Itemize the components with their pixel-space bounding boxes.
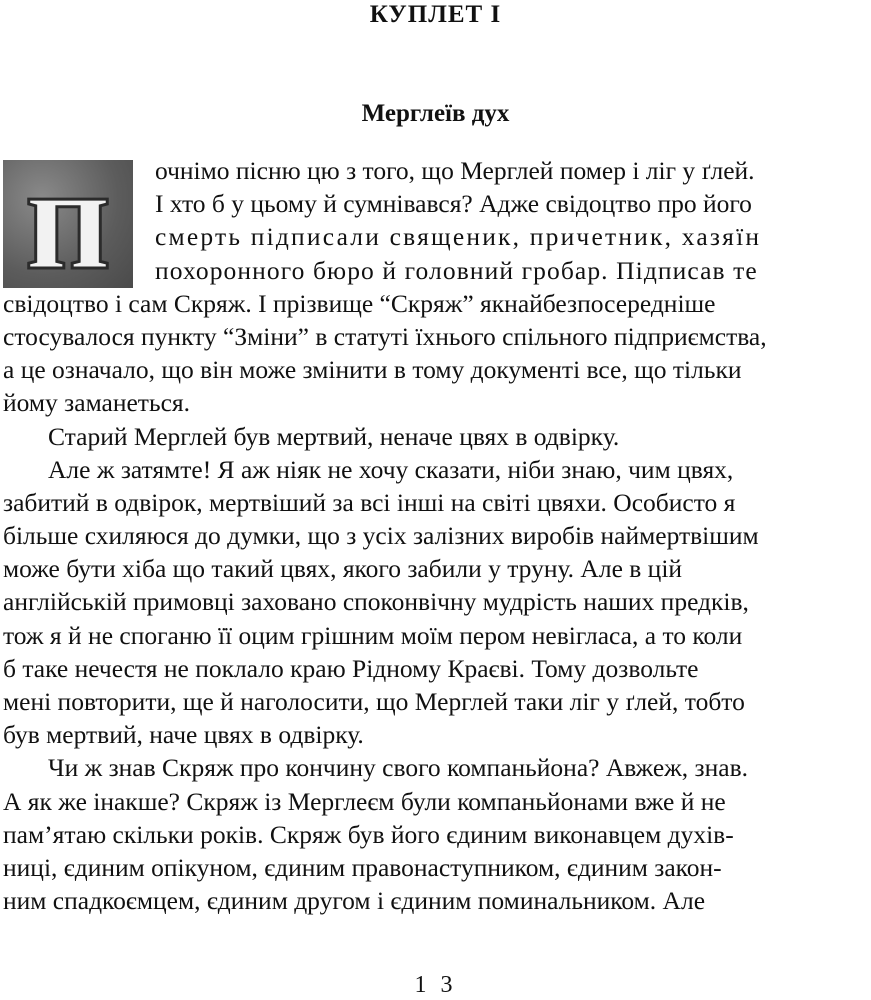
drop-cap-image: [3, 160, 133, 288]
text-line: Старий Мерглей був мертвий, неначе цвях в одвірку.: [48, 421, 620, 451]
page-number: 1 3: [414, 972, 457, 998]
text-line: більше схиляюся до думки, що з усіх залізних виробів наймертвішим: [3, 521, 759, 551]
text-line: Чи ж знав Скряж про кончину свого компаньйона? Авжеж, знав.: [48, 753, 748, 783]
drop-cap-letter-icon: [3, 160, 133, 288]
drop-line: похоронного бюро й головний гробар. Підписав те: [155, 255, 758, 285]
section-title: Мерглеїв дух: [361, 100, 510, 127]
text-line: йому заманеться.: [3, 388, 191, 418]
text-line: мені повторити, ще й наголосити, що Мерглей таки ліг у ґлей, тобто: [3, 687, 745, 716]
text-line: а це означало, що він може змінити в тому документі все, що тільки: [3, 355, 742, 385]
text-line: англійській примовці заховано споконвічну мудрість наших предків,: [3, 587, 749, 617]
text-line: може бути хіба що такий цвях, якого забили у труну. Але в цій: [3, 554, 683, 584]
text-line: пам’ятаю скільки років. Скряж був його єдиним виконавцем духів-: [3, 819, 734, 849]
text-line: свідоцтво і сам Скряж. І прізвище “Скряж” якнайбезпосередніше: [3, 288, 716, 318]
text-line: Але ж затямте! Я аж ніяк не хочу сказати, ніби знаю, чим цвях,: [48, 454, 734, 484]
text-line: тож я й не споганю її оцим грішним моїм пером невігласа, а то коли: [3, 620, 743, 650]
body-text: [3, 154, 871, 917]
drop-line: очнімо пісню цю з того, що Мерглей помер і ліг у ґлей.: [155, 156, 755, 185]
drop-cap-paragraph-start: [3, 154, 871, 287]
text-line: А як же інакше? Скряж із Мерглеєм були компаньйонами вже й не: [3, 786, 726, 816]
drop-line: смерть підписали священик, причетник, хазяїн: [155, 222, 762, 252]
text-line: забитий в одвірок, мертвіший за всі інші на світі цвяхи. Особисто я: [3, 487, 736, 517]
drop-line: І хто б у цьому й сумнівався? Адже свідоцтво про його: [155, 189, 752, 219]
text-line: б таке нечестя не поклало краю Рідному Краєві. Тому дозвольте: [3, 653, 699, 683]
text-line: був мертвий, наче цвях в одвірку.: [3, 720, 364, 750]
text-line: стосувалося пункту “Зміни” в статуті їхнього спільного підприємства,: [3, 321, 767, 351]
text-line: ним спадкоємцем, єдиним другом і єдиним поминальником. Але: [3, 886, 706, 916]
text-line: ниці, єдиним опікуном, єдиним правонаступником, єдиним закон-: [3, 852, 722, 882]
chapter-title: КУПЛЕТ І: [369, 1, 502, 28]
drop-cap-letter: п: [24, 160, 112, 288]
